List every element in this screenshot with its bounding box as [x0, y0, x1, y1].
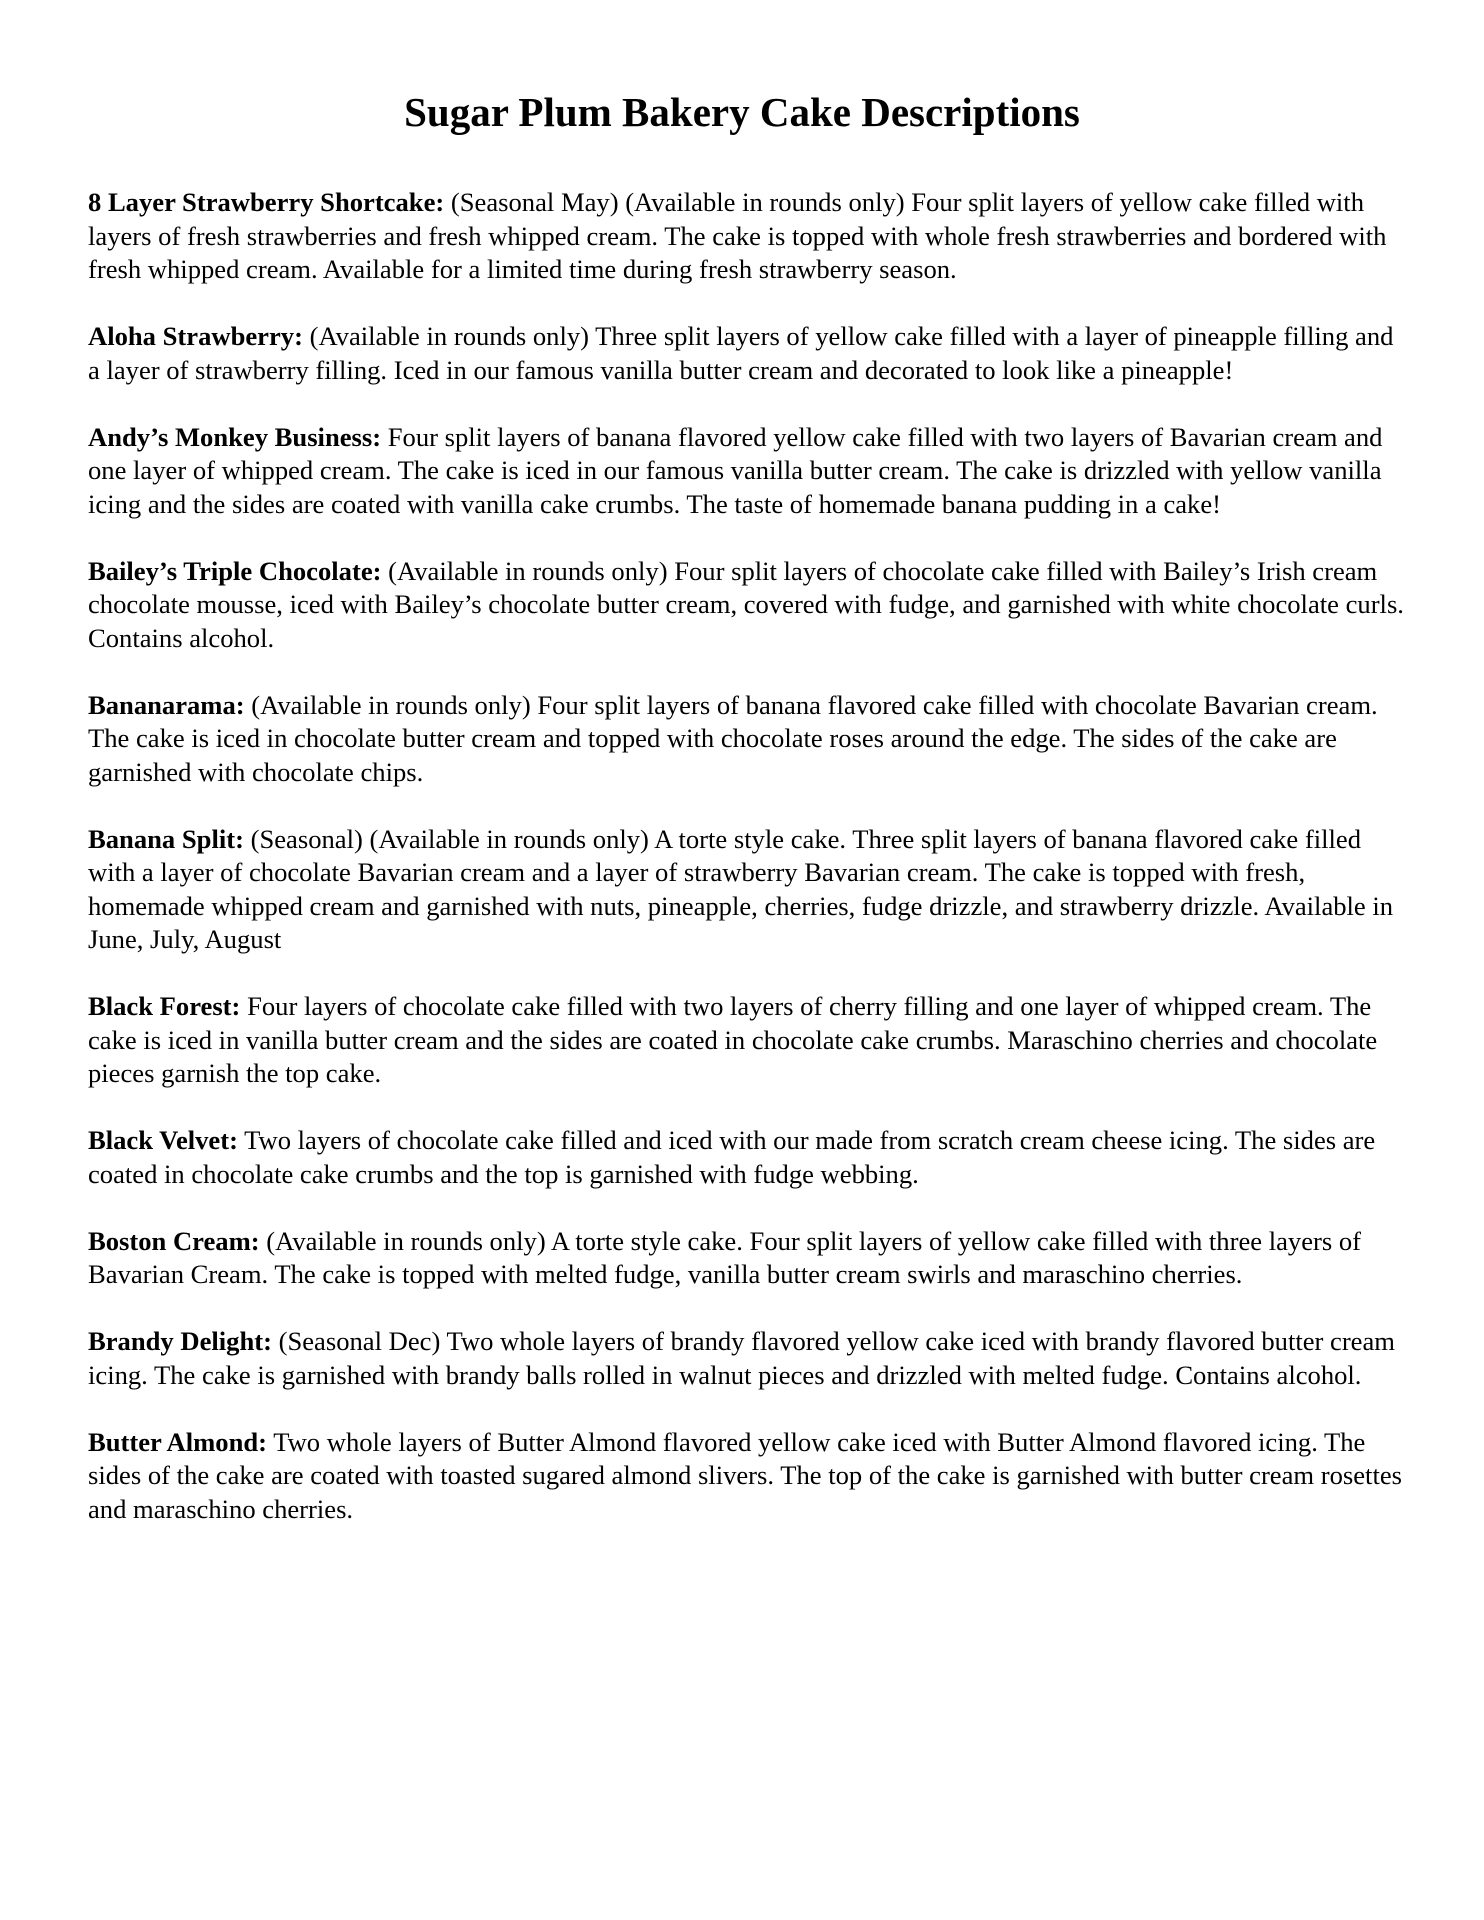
cake-entry-brandy-delight [88, 1325, 1408, 1392]
cake-name: Andy’s Monkey Business: [88, 421, 382, 452]
cake-name: 8 Layer Strawberry Shortcake: [88, 187, 445, 217]
cake-entry-baileys-triple-chocolate [88, 555, 1408, 656]
cake-entry-andys-monkey-business [88, 421, 1408, 522]
cake-description: (Available in rounds only) Four split layers of chocolate cake filled with Bailey’s Irish cream chocolate mousse, iced with Bailey’s chocolate butter cream, covered with fudge, and garnished with white chocolate curls. Contains alcohol. [88, 555, 1404, 653]
cake-entry-banana-split [88, 823, 1408, 957]
cake-name: Boston Cream: [88, 1225, 260, 1256]
cake-entry-black-velvet [88, 1124, 1408, 1191]
cake-entry-black-forest [88, 990, 1408, 1091]
cake-description: Two layers of chocolate cake filled and iced with our made from scratch cream cheese icing. The sides are coated in chocolate cake crumbs and the top is garnished with fudge webbing. [88, 1125, 1376, 1189]
cake-name: Bailey’s Triple Chocolate: [88, 555, 382, 586]
cake-entry-boston-cream [88, 1225, 1408, 1292]
cake-entry-bananarama [88, 689, 1408, 790]
page-title: Sugar Plum Bakery Cake Descriptions [404, 89, 1080, 135]
cake-description: (Seasonal May) (Available in rounds only) Four split layers of yellow cake filled with layers of fresh strawberries and fresh whipped cream. The cake is topped with whole fresh strawberries and bordered with fresh whipped cream. Available for a limited time during fresh strawberry season. [88, 187, 1387, 284]
cake-description-list [88, 186, 1408, 1560]
cake-name: Aloha Strawberry: [88, 321, 303, 351]
cake-name: Butter Almond: [88, 1426, 268, 1457]
cake-description: Two whole layers of Butter Almond flavored yellow cake iced with Butter Almond flavored icing. The sides of the cake are coated with toasted sugared almond slivers. The top of the cake is garnished with butter cream rosettes and maraschino cherries. [88, 1426, 1402, 1524]
cake-name: Brandy Delight: [88, 1326, 272, 1356]
cake-description: (Seasonal Dec) Two whole layers of brandy flavored yellow cake iced with brandy flavored butter cream icing. The cake is garnished with brandy balls rolled in walnut pieces and drizzled with melted fudge. Contains alcohol. [88, 1326, 1395, 1390]
cake-description: Four split layers of banana flavored yellow cake filled with two layers of Bavarian cream and one layer of whipped cream. The cake is iced in our famous vanilla butter cream. The cake is drizzled with yellow vanilla icing and the sides are coated with vanilla cake crumbs. The taste of homemade banana pudding in a cake! [88, 421, 1383, 519]
cake-entry-butter-almond [88, 1426, 1408, 1527]
cake-name: Bananarama: [88, 689, 245, 720]
cake-entry-aloha-strawberry [88, 320, 1408, 387]
cake-name: Black Velvet: [88, 1125, 238, 1155]
cake-name: Black Forest: [88, 991, 241, 1021]
cake-name: Banana Split: [88, 823, 244, 854]
cake-description: (Seasonal) (Available in rounds only) A torte style cake. Three split layers of banana flavored cake filled with a layer of chocolate Bavarian cream and a layer of strawberry Bavarian cream. The cake is topped with fresh, homemade whipped cream and garnished with nuts, pineapple, cherries, fudge drizzle, and strawberry drizzle. Available in June, July, August [88, 823, 1394, 954]
cake-description: (Available in rounds only) Three split layers of yellow cake filled with a layer of pineapple filling and a layer of strawberry filling. Iced in our famous vanilla butter cream and decorated to look like a pineapple! [88, 321, 1394, 385]
cake-description: (Available in rounds only) Four split layers of banana flavored cake filled with chocolate Bavarian cream. The cake is iced in chocolate butter cream and topped with chocolate roses around the edge. The sides of the cake are garnished with chocolate chips. [88, 689, 1378, 787]
cake-description: (Available in rounds only) A torte style cake. Four split layers of yellow cake filled with three layers of Bavarian Cream. The cake is topped with melted fudge, vanilla butter cream swirls and maraschino cherries. [88, 1225, 1361, 1289]
cake-entry-strawberry-shortcake [88, 186, 1408, 287]
cake-description: Four layers of chocolate cake filled with two layers of cherry filling and one layer of whipped cream. The cake is iced in vanilla butter cream and the sides are coated in chocolate cake crumbs. Maraschino cherries and chocolate pieces garnish the top cake. [88, 991, 1378, 1088]
